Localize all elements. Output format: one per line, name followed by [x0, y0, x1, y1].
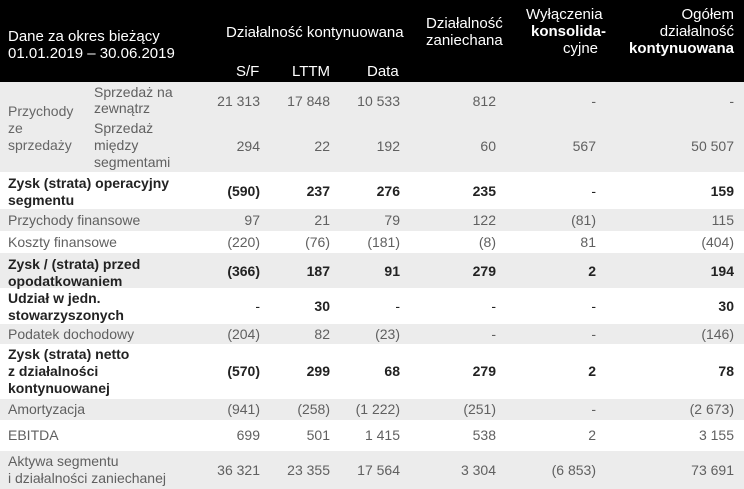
- total-header-3: kontynuowana: [628, 40, 734, 57]
- cell-data: 17 564: [357, 462, 400, 478]
- row-label: Koszty finansowe: [8, 234, 117, 250]
- cell-lttm: 299: [306, 363, 330, 379]
- cell-lttm: 501: [306, 427, 330, 443]
- exclusions-header-2: konsolida-: [531, 23, 607, 40]
- cell-discontinued: (8): [478, 234, 496, 250]
- cell-data: (181): [367, 234, 400, 250]
- cell-discontinued: 122: [472, 212, 496, 228]
- cell-discontinued: -: [491, 326, 496, 342]
- cell-lttm: 187: [306, 263, 330, 279]
- cell-sf: 21 313: [217, 93, 260, 109]
- cell-sf: (220): [227, 234, 260, 250]
- cell-exclusions: -: [591, 326, 596, 342]
- row-label: Sprzedaż na: [94, 84, 173, 100]
- table-row: [0, 288, 744, 323]
- cell-sf: -: [255, 298, 260, 314]
- cell-total: (146): [701, 326, 734, 342]
- revenue-group-label-2: ze: [8, 120, 23, 136]
- cell-discontinued: 235: [472, 183, 496, 199]
- cell-data: 68: [384, 363, 400, 379]
- row-label-cont: między: [94, 137, 139, 153]
- col-lttm-header: LTTM: [292, 63, 331, 80]
- cell-sf: (204): [227, 326, 260, 342]
- revenue-group-label: Przychody: [8, 103, 74, 119]
- table-row: [0, 172, 744, 207]
- cell-total: (2 673): [689, 401, 734, 417]
- row-label-cont: segmentu: [8, 192, 75, 208]
- cell-exclusions: -: [591, 298, 596, 314]
- cell-sf: 97: [244, 212, 260, 228]
- cell-data: 10 533: [357, 93, 400, 109]
- cell-exclusions: -: [591, 93, 596, 109]
- cell-exclusions: 2: [588, 427, 596, 443]
- cell-data: 192: [376, 138, 400, 154]
- cell-exclusions: 2: [588, 263, 596, 279]
- table-row: [0, 399, 744, 420]
- cell-exclusions: 2: [588, 363, 596, 379]
- row-label: Sprzedaż: [94, 120, 154, 136]
- cell-total: 3 155: [698, 427, 734, 443]
- table-row: [0, 253, 744, 288]
- cell-data: 91: [384, 263, 400, 279]
- table-header: [0, 0, 744, 82]
- row-label: Zysk (strata) operacyjny: [8, 175, 170, 191]
- table-row: [0, 209, 744, 231]
- cell-lttm: 23 355: [287, 462, 330, 478]
- row-label-cont2: segmentami: [94, 154, 171, 170]
- cell-exclusions: -: [591, 183, 596, 199]
- row-label-cont: stowarzyszonych: [8, 307, 124, 323]
- total-header-2: działalność: [659, 23, 734, 40]
- cell-lttm: 22: [314, 138, 330, 154]
- revenue-group-label-3: sprzedaży: [8, 137, 72, 153]
- cell-lttm: 17 848: [287, 93, 330, 109]
- cell-lttm: 30: [314, 298, 330, 314]
- cell-lttm: 82: [314, 326, 330, 342]
- row-label: Zysk / (strata) przed: [8, 256, 141, 272]
- cell-lttm: (258): [297, 401, 330, 417]
- cell-data: -: [395, 298, 400, 314]
- cell-lttm: 21: [314, 212, 330, 228]
- row-label: Aktywa segmentu: [8, 453, 119, 469]
- cell-discontinued: 3 304: [460, 462, 496, 478]
- cell-total: (404): [701, 234, 734, 250]
- cell-sf: 36 321: [217, 462, 260, 478]
- cell-total: 159: [710, 183, 734, 199]
- cell-total: 78: [718, 363, 734, 379]
- cell-data: 276: [376, 183, 400, 199]
- cell-sf: 699: [236, 427, 260, 443]
- table-row: [0, 344, 744, 399]
- cell-sf: (941): [227, 401, 260, 417]
- row-label-cont: z działalności: [8, 363, 99, 379]
- cell-total: -: [729, 93, 734, 109]
- row-label-cont: opodatkowaniem: [8, 273, 123, 289]
- cell-discontinued: 538: [472, 427, 496, 443]
- cell-discontinued: 60: [480, 138, 496, 154]
- table-row: [0, 231, 744, 253]
- table-row: [0, 82, 744, 117]
- discontinued-header-2: zaniechana: [426, 32, 503, 49]
- cell-total: 194: [710, 263, 734, 279]
- cell-data: (23): [375, 326, 400, 342]
- col-sf-header: S/F: [236, 63, 260, 80]
- cell-total: 30: [718, 298, 734, 314]
- row-label-cont: zewnątrz: [94, 100, 151, 116]
- exclusions-header-1: Wyłączenia: [526, 6, 603, 23]
- total-header-1: Ogółem: [681, 6, 734, 23]
- table-row: [0, 451, 744, 489]
- row-label-cont: i działalności zaniechanej: [8, 470, 166, 486]
- cell-exclusions: 81: [580, 234, 596, 250]
- cell-lttm: 237: [306, 183, 330, 199]
- cell-exclusions: (6 853): [551, 462, 596, 478]
- continuing-header: Działalność kontynuowana: [226, 24, 404, 41]
- row-label: Przychody finansowe: [8, 212, 141, 228]
- cell-total: 73 691: [691, 462, 734, 478]
- cell-total: 115: [711, 212, 734, 228]
- period-dates: 01.01.2019 – 30.06.2019: [8, 45, 175, 62]
- exclusions-header-3: cyjne: [563, 40, 599, 57]
- cell-discontinued: -: [491, 298, 496, 314]
- row-label: Zysk (strata) netto: [8, 346, 130, 362]
- row-label-cont2: kontynuowanej: [8, 380, 110, 396]
- row-label: Udział w jedn.: [8, 290, 101, 306]
- cell-data: 1 415: [364, 427, 400, 443]
- cell-lttm: (76): [305, 234, 330, 250]
- cell-data: 79: [384, 212, 400, 228]
- cell-sf: (366): [227, 263, 260, 279]
- cell-discontinued: 279: [472, 363, 496, 379]
- col-data-header: Data: [367, 63, 399, 80]
- cell-exclusions: (81): [571, 212, 596, 228]
- discontinued-header-1: Działalność: [426, 15, 503, 32]
- cell-discontinued: 279: [472, 263, 496, 279]
- cell-sf: 294: [236, 138, 260, 154]
- cell-discontinued: (251): [463, 401, 496, 417]
- period-label: Dane za okres bieżący: [8, 28, 160, 45]
- row-label: Amortyzacja: [8, 401, 86, 417]
- table-row: [0, 117, 744, 172]
- table-row: [0, 324, 744, 344]
- table-row: [0, 420, 744, 450]
- row-label: Podatek dochodowy: [8, 326, 135, 342]
- cell-sf: (570): [227, 363, 260, 379]
- cell-data: (1 222): [355, 401, 400, 417]
- cell-discontinued: 812: [472, 93, 496, 109]
- cell-exclusions: 567: [572, 138, 596, 154]
- cell-total: 50 507: [691, 138, 734, 154]
- cell-sf: (590): [227, 183, 260, 199]
- row-label: EBITDA: [8, 427, 59, 443]
- cell-exclusions: -: [591, 401, 596, 417]
